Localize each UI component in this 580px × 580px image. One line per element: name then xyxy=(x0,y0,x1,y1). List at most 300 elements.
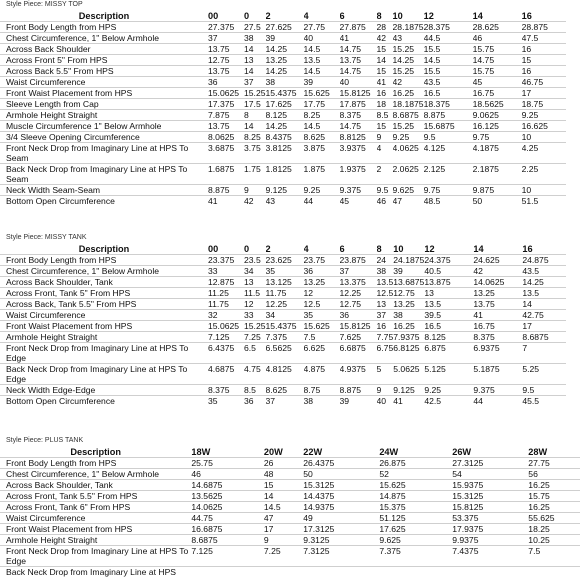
measurement-cell: 14.0625 xyxy=(191,502,264,513)
measurement-cell: 51.125 xyxy=(379,513,452,524)
measurement-cell: 39 xyxy=(304,77,340,88)
measurement-cell: 17 xyxy=(522,88,566,99)
measurement-cell: 55.625 xyxy=(528,513,580,524)
row-description: Across Back Shoulder, Tank xyxy=(0,277,208,288)
measurement-cell: 38 xyxy=(393,310,424,321)
measurement-cell: 1.75 xyxy=(244,164,266,185)
table-row xyxy=(0,513,580,524)
measurement-cell: 1.9375 xyxy=(340,164,377,185)
measurement-cell: 13 xyxy=(244,55,266,66)
measurement-cell: 49 xyxy=(303,513,379,524)
table-row xyxy=(0,55,566,66)
measurement-cell: 16.25 xyxy=(393,88,424,99)
measurement-cell: 17 xyxy=(522,321,566,332)
measurement-cell: 15.8125 xyxy=(340,321,377,332)
measurement-cell: 4.8125 xyxy=(266,364,304,385)
row-description: Chest Circumference, 1" Below Armhole xyxy=(0,266,208,277)
measurement-cell: 14.5 xyxy=(304,44,340,55)
measurement-cell: 23.375 xyxy=(208,255,244,266)
measurement-cell: 8.6875 xyxy=(522,332,566,343)
measurement-cell: 16.625 xyxy=(522,121,566,132)
measurement-cell: 42.5 xyxy=(424,396,473,407)
table-row xyxy=(0,66,566,77)
measurement-cell: 4.9375 xyxy=(340,364,377,385)
measurement-cell: 18 xyxy=(377,99,393,110)
measurement-cell: 43 xyxy=(266,196,304,207)
table-row xyxy=(0,385,566,396)
measurement-cell: 9.25 xyxy=(304,185,340,196)
measurement-cell: 28.1875 xyxy=(392,22,424,32)
table-row xyxy=(0,164,566,185)
measurement-cell: 25.75 xyxy=(191,458,264,469)
measurement-cell: 4.1875 xyxy=(473,143,522,164)
measurement-cell: 12.75 xyxy=(340,299,377,310)
measurement-cell: 9.3125 xyxy=(303,535,379,546)
measurement-cell: 39 xyxy=(340,396,377,407)
measurement-cell: 11.75 xyxy=(266,288,304,299)
measurement-cell: 28.625 xyxy=(473,22,522,33)
measurement-cell: 15.8125 xyxy=(452,502,528,513)
table-row xyxy=(0,535,580,546)
style-label: Style Piece: MISSY TOP xyxy=(6,1,83,8)
measurement-cell: 13.5625 xyxy=(191,491,264,502)
measurement-cell: 27.3125 xyxy=(452,458,528,469)
size-header: 10 xyxy=(392,11,403,21)
measurement-cell: 14.6875 xyxy=(191,480,264,491)
row-description: Front Waist Placement from HPS xyxy=(0,524,191,535)
measurement-cell: 14.75 xyxy=(473,55,522,66)
description-header: Description xyxy=(78,11,130,21)
row-description: Muscle Circumference 1" Below Armhole xyxy=(0,121,208,132)
measurement-cell: 14.75 xyxy=(340,121,377,132)
measurement-cell: 37 xyxy=(244,77,266,88)
measurement-cell: 16.25 xyxy=(393,321,424,332)
measurement-cell: 43.5 xyxy=(424,77,473,88)
measurement-cell: 27.625 xyxy=(266,22,304,33)
row-description: Front Body Length from HPS xyxy=(0,255,208,266)
table-row xyxy=(0,255,566,266)
measurement-cell: 36 xyxy=(208,77,244,88)
measurement-cell: 14.0625 xyxy=(473,277,522,288)
measurement-cell: 3.9375 xyxy=(340,143,377,164)
measurement-cell: 45 xyxy=(340,196,377,207)
size-header: 26W xyxy=(452,447,472,457)
measurement-cell: 15.75 xyxy=(528,491,580,502)
measurement-cell: 15.5 xyxy=(424,66,473,77)
measurement-cell: 44 xyxy=(473,396,522,407)
measurement-cell: 12.25 xyxy=(340,288,377,299)
measurement-cell: 41 xyxy=(377,77,393,88)
measurement-cell: 8.8125 xyxy=(340,132,377,143)
measurement-cell: 44.75 xyxy=(191,513,264,524)
measurement-cell: 45.5 xyxy=(522,396,566,407)
header-row xyxy=(0,11,566,22)
table-row xyxy=(0,364,566,385)
measurement-cell: 17.875 xyxy=(340,99,377,110)
measurement-cell: 13.25 xyxy=(393,299,424,310)
measurement-cell: 15.4375 xyxy=(266,88,304,99)
measurement-cell: 35 xyxy=(208,396,244,407)
measurement-cell: 13.75 xyxy=(208,44,244,55)
table-row xyxy=(0,502,580,513)
measurement-cell: 34 xyxy=(244,266,266,277)
size-header: 10 xyxy=(393,244,404,254)
measurement-cell: 35 xyxy=(266,266,304,277)
measurement-cell: 35 xyxy=(304,310,340,321)
measurement-cell: 44 xyxy=(304,196,340,207)
measurement-cell: 16.75 xyxy=(473,88,522,99)
measurement-cell: 4.25 xyxy=(522,143,566,164)
measurement-cell: 26.4375 xyxy=(303,458,379,469)
section-missy-top xyxy=(0,0,566,206)
measurement-cell: 41 xyxy=(393,396,424,407)
measurement-cell: 3.875 xyxy=(304,143,340,164)
measurement-cell: 9.375 xyxy=(473,385,522,396)
row-description: Armhole Height Straight xyxy=(0,332,208,343)
measurement-cell: 6.8125 xyxy=(393,343,424,364)
measurement-cell: 18.75 xyxy=(522,99,566,110)
table-row xyxy=(0,33,566,44)
measurement-cell: 5.25 xyxy=(522,364,566,385)
measurement-cell: 42 xyxy=(244,196,266,207)
measurement-cell: 9.625 xyxy=(393,185,424,196)
row-description: 3/4 Sleeve Opening Circumference xyxy=(0,132,208,143)
measurement-cell: 15.3125 xyxy=(452,491,528,502)
size-header: 8 xyxy=(376,244,382,254)
measurement-cell: 14.5 xyxy=(264,502,303,513)
measurement-cell: 13.5 xyxy=(304,55,340,66)
measurement-cell: 17.75 xyxy=(304,99,340,110)
measurement-cell: 13 xyxy=(424,288,473,299)
measurement-cell: 42 xyxy=(473,266,522,277)
measurement-cell: 24.625 xyxy=(473,255,522,266)
measurement-cell xyxy=(303,567,379,578)
size-header: 20W xyxy=(263,447,283,457)
measurement-cell: 12 xyxy=(244,299,266,310)
measurement-cell: 8.4375 xyxy=(266,132,304,143)
measurement-cell: 15.25 xyxy=(244,321,266,331)
measurement-cell: 53.375 xyxy=(452,513,528,524)
measurement-cell: 9.375 xyxy=(340,185,377,196)
size-header: 0 xyxy=(244,11,250,21)
measurement-cell: 8.875 xyxy=(340,385,377,396)
measurement-cell: 24.1875 xyxy=(393,255,425,265)
table-row xyxy=(0,196,566,207)
measurement-cell: 46 xyxy=(191,469,264,480)
measurement-cell: 48 xyxy=(264,469,303,480)
measurement-cell: 14.4375 xyxy=(303,491,379,502)
measurement-cell: 41 xyxy=(473,310,522,321)
measurement-cell: 40 xyxy=(377,396,394,407)
measurement-cell: 14.25 xyxy=(266,121,304,132)
row-description: Front Neck Drop from Imaginary Line at HPS To Edge xyxy=(0,546,191,567)
measurement-cell: 14.25 xyxy=(266,44,304,55)
measurement-cell: 27.75 xyxy=(528,458,580,469)
measurement-cell: 37 xyxy=(208,33,244,44)
measurement-cell: 9 xyxy=(264,535,303,546)
measurement-cell: 24 xyxy=(377,255,394,266)
size-header: 22W xyxy=(303,447,323,457)
measurement-cell: 8 xyxy=(244,110,266,121)
measurement-cell: 44.5 xyxy=(424,33,473,44)
style-label: Style Piece: PLUS TANK xyxy=(6,437,84,444)
measurement-cell: 6.75 xyxy=(377,343,394,364)
measurement-cell xyxy=(379,567,452,578)
measurement-cell: 7.125 xyxy=(208,332,244,343)
measurement-cell: 33 xyxy=(208,266,244,277)
measurement-cell: 7 xyxy=(522,343,566,364)
measurement-cell: 14 xyxy=(244,66,266,77)
table-row xyxy=(0,266,566,277)
size-header: 6 xyxy=(339,244,345,254)
measurement-cell: 7.5 xyxy=(304,332,340,343)
measurement-cell: 42.75 xyxy=(522,310,566,321)
row-description: Sleeve Length from Cap xyxy=(0,99,208,110)
header-row xyxy=(0,447,580,458)
measurement-cell: 9.9375 xyxy=(452,535,528,546)
measurement-cell: 8.6875 xyxy=(393,110,424,121)
measurement-cell: 27.875 xyxy=(340,22,377,33)
measurement-cell: 50 xyxy=(473,196,522,207)
measurement-cell: 15.75 xyxy=(473,66,522,77)
measurement-cell: 39.5 xyxy=(424,310,473,321)
measurement-cell: 9.25 xyxy=(522,110,566,121)
measurement-cell: 8.375 xyxy=(340,110,377,121)
row-description: Across Front, Tank 6" From HPS xyxy=(0,502,191,513)
measurement-cell: 7.75 xyxy=(376,332,394,342)
style-label: Style Piece: MISSY TANK xyxy=(6,234,87,241)
table-row xyxy=(0,99,566,110)
measurement-cell: 12.75 xyxy=(393,288,424,299)
measurement-cell: 17.375 xyxy=(208,99,244,110)
size-header: 00 xyxy=(208,11,219,21)
measurement-cell: 15.9375 xyxy=(452,480,528,491)
measurement-cell: 39 xyxy=(266,33,304,44)
section-plus-tank xyxy=(0,436,580,577)
row-description: Front Waist Placement from HPS xyxy=(0,88,208,99)
measurement-cell: 6.5625 xyxy=(266,343,304,364)
measurement-cell: 28 xyxy=(377,22,393,33)
measurement-cell: 16.75 xyxy=(473,321,522,332)
row-description: Neck Width Edge-Edge xyxy=(0,385,208,396)
measurement-cell: 27.5 xyxy=(244,22,266,33)
size-header: 18W xyxy=(191,447,211,457)
measurement-cell: 2.1875 xyxy=(473,164,522,185)
measurement-cell: 17.5 xyxy=(244,99,266,110)
measurement-cell: 34 xyxy=(266,310,304,321)
measurement-cell: 7.875 xyxy=(208,110,244,121)
measurement-cell: 8.125 xyxy=(424,332,473,343)
measurement-cell: 40.5 xyxy=(424,266,473,277)
measurement-cell: 43.5 xyxy=(522,266,566,277)
measurement-cell xyxy=(191,567,264,578)
table-row xyxy=(0,77,566,88)
measurement-cell: 4.875 xyxy=(304,364,340,385)
row-description: Front Waist Placement from HPS xyxy=(0,321,208,332)
row-description: Back Neck Drop from Imaginary Line at HPS To Seam xyxy=(0,164,208,185)
row-description: Armhole Height Straight xyxy=(0,535,191,546)
measurement-cell: 14.875 xyxy=(379,491,452,502)
measurement-table xyxy=(0,11,566,206)
measurement-cell: 14 xyxy=(522,299,566,310)
measurement-table xyxy=(0,244,566,406)
measurement-cell: 15.4375 xyxy=(266,321,304,332)
measurement-cell: 16.5 xyxy=(424,88,473,99)
row-description: Across Front, Tank 5" From HPS xyxy=(0,288,208,299)
measurement-cell xyxy=(528,567,580,578)
measurement-cell: 9.5 xyxy=(522,385,566,396)
table-row xyxy=(0,143,566,164)
measurement-cell: 41 xyxy=(340,33,377,44)
measurement-cell: 12 xyxy=(304,288,340,299)
measurement-cell: 13.25 xyxy=(304,277,340,288)
measurement-cell: 3.6875 xyxy=(208,143,244,164)
table-row xyxy=(0,288,566,299)
measurement-cell: 4.0625 xyxy=(393,143,424,164)
measurement-cell: 56 xyxy=(528,469,580,480)
measurement-cell: 8.25 xyxy=(244,132,266,143)
table-row xyxy=(0,396,566,407)
measurement-cell: 15.625 xyxy=(379,480,452,491)
row-description: Across Back Shoulder xyxy=(0,44,208,55)
measurement-cell: 27.375 xyxy=(208,22,244,33)
size-header: 12 xyxy=(423,11,434,21)
measurement-cell: 17.625 xyxy=(379,524,452,535)
measurement-cell: 18.25 xyxy=(528,524,580,535)
measurement-cell xyxy=(452,567,528,578)
row-description: Across Back Shoulder, Tank xyxy=(0,480,191,491)
measurement-cell: 13.75 xyxy=(208,66,244,77)
size-header: 00 xyxy=(208,244,219,254)
size-header: 16 xyxy=(522,244,533,254)
measurement-cell: 9.0625 xyxy=(473,110,522,121)
measurement-cell: 8.6875 xyxy=(191,535,264,546)
measurement-cell: 9.625 xyxy=(379,535,452,546)
measurement-cell: 23.625 xyxy=(266,255,304,266)
row-description: Chest Circumference, 1" Below Armhole xyxy=(0,469,191,480)
measurement-cell: 24.375 xyxy=(424,255,473,266)
measurement-cell: 16 xyxy=(377,88,393,99)
measurement-cell: 41 xyxy=(208,196,244,207)
measurement-cell: 13.875 xyxy=(424,277,473,288)
measurement-cell: 9 xyxy=(377,385,394,396)
measurement-cell: 9.875 xyxy=(473,185,522,196)
measurement-cell: 14.75 xyxy=(340,66,377,77)
measurement-cell: 15.0625 xyxy=(208,88,244,99)
measurement-cell: 7.5 xyxy=(528,546,580,567)
measurement-cell: 37 xyxy=(377,310,394,321)
measurement-cell: 40 xyxy=(304,33,340,44)
measurement-cell: 7.3125 xyxy=(303,546,379,567)
measurement-cell: 13.6875 xyxy=(393,277,425,287)
header-row xyxy=(0,244,566,255)
table-row xyxy=(0,491,580,502)
measurement-cell xyxy=(264,567,303,578)
measurement-cell: 9.125 xyxy=(266,185,304,196)
measurement-cell: 13 xyxy=(377,299,394,310)
size-header: 24W xyxy=(379,447,399,457)
measurement-cell: 17.9375 xyxy=(452,524,528,535)
row-description: Across Front, Tank 5.5" From HPS xyxy=(0,491,191,502)
measurement-cell: 16.25 xyxy=(528,502,580,513)
table-row xyxy=(0,469,580,480)
measurement-table xyxy=(0,447,580,577)
size-header: 14 xyxy=(473,244,484,254)
measurement-cell: 16.6875 xyxy=(191,524,264,535)
measurement-cell: 14.25 xyxy=(393,55,424,66)
measurement-cell: 15 xyxy=(522,55,566,66)
measurement-cell: 42 xyxy=(393,77,424,88)
measurement-cell: 37 xyxy=(266,396,304,407)
measurement-cell: 7.4375 xyxy=(452,546,528,567)
measurement-cell: 38 xyxy=(266,77,304,88)
measurement-cell: 7.625 xyxy=(340,332,377,343)
measurement-cell: 14 xyxy=(377,55,393,66)
section-missy-tank xyxy=(0,233,566,406)
measurement-cell: 8.625 xyxy=(304,132,340,143)
measurement-cell: 38 xyxy=(304,396,340,407)
measurement-cell: 23.875 xyxy=(340,255,377,266)
row-description: Across Back 5.5" From HPS xyxy=(0,66,208,77)
measurement-cell: 14 xyxy=(264,491,303,502)
measurement-cell: 47 xyxy=(393,196,424,207)
row-description: Across Back, Tank 5.5" From HPS xyxy=(0,299,208,310)
table-row xyxy=(0,22,566,33)
measurement-cell: 10 xyxy=(522,132,566,143)
measurement-cell: 14.5 xyxy=(304,66,340,77)
table-row xyxy=(0,277,566,288)
size-header: 6 xyxy=(339,11,345,21)
measurement-cell: 8.75 xyxy=(304,385,340,396)
measurement-cell: 5.125 xyxy=(424,364,473,385)
measurement-cell: 9.25 xyxy=(393,132,424,143)
row-description: Waist Circumference xyxy=(0,77,208,88)
measurement-cell: 12.25 xyxy=(266,299,304,310)
measurement-cell: 8.125 xyxy=(266,110,304,121)
measurement-cell: 24.875 xyxy=(522,255,566,266)
measurement-cell: 9.125 xyxy=(393,385,424,396)
measurement-cell: 6.9375 xyxy=(473,343,522,364)
table-row xyxy=(0,132,566,143)
measurement-cell: 46 xyxy=(377,196,393,207)
measurement-cell: 39 xyxy=(393,266,424,277)
measurement-cell: 38 xyxy=(377,266,394,277)
measurement-cell: 50 xyxy=(303,469,379,480)
measurement-cell: 15.5 xyxy=(424,44,473,55)
measurement-cell: 14 xyxy=(244,121,266,132)
row-description: Across Front 5" From HPS xyxy=(0,55,208,66)
measurement-cell: 14.5 xyxy=(424,55,473,66)
row-description: Neck Width Seam-Seam xyxy=(0,185,208,196)
measurement-cell: 52 xyxy=(379,469,452,480)
measurement-cell: 4.75 xyxy=(244,364,266,385)
measurement-cell: 7.9375 xyxy=(393,332,424,343)
measurement-cell: 2.25 xyxy=(522,164,566,185)
measurement-cell: 2.125 xyxy=(424,164,473,185)
measurement-cell: 40 xyxy=(340,77,377,88)
measurement-cell: 14.75 xyxy=(340,44,377,55)
measurement-cell: 1.875 xyxy=(304,164,340,185)
measurement-cell: 13.5 xyxy=(424,299,473,310)
measurement-cell: 14 xyxy=(244,44,266,55)
size-header: 4 xyxy=(303,244,309,254)
measurement-cell: 9 xyxy=(377,132,393,143)
measurement-cell: 9.75 xyxy=(473,132,522,143)
size-header: 8 xyxy=(376,11,382,21)
table-row xyxy=(0,321,566,332)
measurement-cell: 8.5 xyxy=(244,385,266,396)
measurement-cell: 11.5 xyxy=(244,288,266,299)
